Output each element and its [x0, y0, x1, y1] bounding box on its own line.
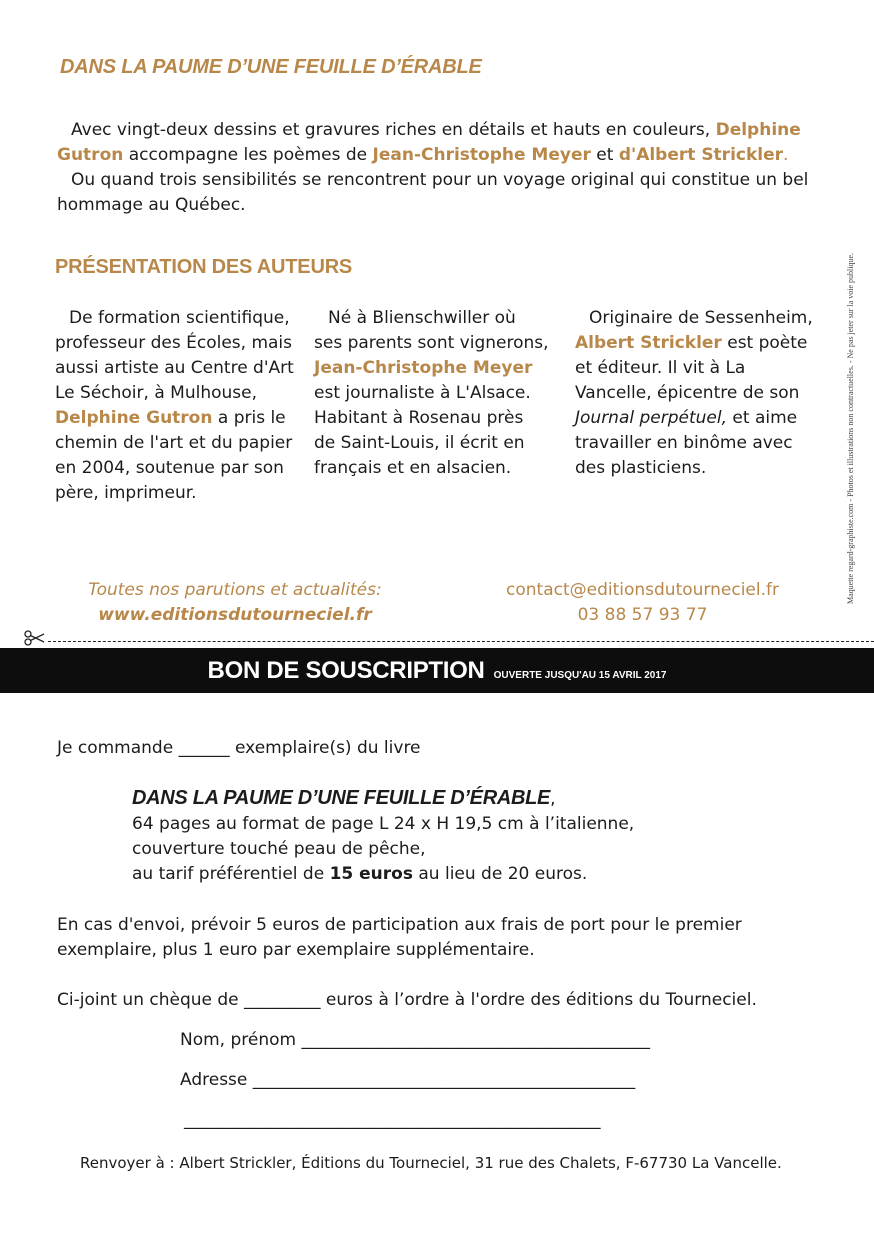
book-title-heading: DANS LA PAUME D’UNE FEUILLE D’ÉRABLE: [60, 56, 482, 78]
intro-text: [57, 118, 817, 218]
subscription-deadline: OUVERTE JUSQU'AU 15 AVRIL 2017: [493, 670, 667, 681]
address-field[interactable]: Adresse _____________________________________________: [180, 1070, 636, 1090]
col1-text-b: a pris le chemin de l'art et du papier en 2004, soutenue par son père, imprimeur.: [55, 408, 293, 503]
cut-line: [48, 641, 874, 642]
shipping-note: En cas d'envoi, prévoir 5 euros de participation aux frais de port pour le premier exemplaire, plus 1 euro par exemplaire supplémentaire.: [57, 915, 742, 960]
book-spec-block: [132, 786, 772, 887]
intro-p1-c: et: [596, 145, 614, 165]
email-link[interactable]: contact@editionsdutourneciel.fr: [506, 580, 779, 600]
col3-text-b: est poète et éditeur. Il vit à La Vancelle, épicentre de son: [575, 333, 808, 403]
name-field[interactable]: Nom, prénom _________________________________________: [180, 1030, 650, 1050]
form-book-title: DANS LA PAUME D’UNE FEUILLE D’ÉRABLE: [132, 787, 551, 809]
price-text-a: au tarif préférentiel de: [132, 864, 325, 884]
intro-p1-b: accompagne les poèmes de: [128, 145, 368, 165]
website-link[interactable]: www.editionsdutourneciel.fr: [98, 605, 372, 625]
scissors-icon: [24, 630, 46, 650]
address-field-line2[interactable]: _________________________________________________: [184, 1110, 601, 1130]
subscription-band: [0, 648, 874, 693]
contact-block: [490, 578, 795, 628]
price-text-b: au lieu de 20 euros.: [418, 864, 588, 884]
website-block: [60, 578, 410, 628]
phone-number: 03 88 57 93 77: [577, 605, 708, 625]
author-column-strickler: [575, 306, 825, 481]
col2-author-name: Jean-Christophe Meyer: [314, 358, 533, 378]
price-value: 15 euros: [329, 864, 413, 884]
author-column-meyer: [314, 306, 549, 481]
title-suffix: ,: [550, 789, 556, 809]
side-disclaimer: Maquette regard-graphiste.com - Photos et illustrations non contractuelles. - Ne pas jeter sur la voie publique.: [846, 252, 855, 604]
author-name-strickler: d'Albert Strickler: [618, 145, 784, 165]
author-column-gutron: [55, 306, 295, 506]
spec-price: [132, 862, 772, 887]
return-address: Renvoyer à : Albert Strickler, Éditions du Tourneciel, 31 rue des Chalets, F-67730 La Vancelle.: [80, 1154, 782, 1172]
spec-cover: couverture touché peau de pêche,: [132, 839, 426, 859]
col2-text-a: Né à Blienschwiller où ses parents sont vignerons,: [314, 308, 549, 353]
intro-p1-d: .: [783, 145, 789, 165]
col2-text-b: est journaliste à L'Alsace. Habitant à Rosenau près de Saint-Louis, il écrit en français et en alsacien.: [314, 383, 531, 478]
authors-heading: PRÉSENTATION DES AUTEURS: [55, 256, 353, 278]
col3-author-name: Albert Strickler: [575, 333, 722, 353]
col1-text-a: De formation scientifique, professeur des Écoles, mais aussi artiste au Centre d'Art Le Séchoir, à Mulhouse,: [55, 308, 294, 403]
subscription-title: BON DE SOUSCRIPTION: [207, 657, 485, 684]
author-name-meyer: Jean-Christophe Meyer: [372, 145, 591, 165]
cheque-line: Ci-joint un chèque de _________ euros à l’ordre à l'ordre des éditions du Tourneciel.: [57, 990, 757, 1010]
col3-text-a: Originaire de Sessenheim,: [589, 308, 813, 328]
intro-p2: Ou quand trois sensibilités se rencontrent pour un voyage original qui constitue un bel hommage au Québec.: [57, 170, 809, 215]
intro-p1-a: Avec vingt-deux dessins et gravures riches en détails et hauts en couleurs,: [71, 120, 711, 140]
publications-label: Toutes nos parutions et actualités:: [88, 580, 382, 600]
author-name-gutron: Delphine Gutron: [57, 120, 801, 165]
col1-author-name: Delphine Gutron: [55, 408, 213, 428]
spec-format: 64 pages au format de page L 24 x H 19,5 cm à l’italienne,: [132, 814, 635, 834]
col3-text-c: et aime travailler en binôme avec des plasticiens.: [575, 408, 798, 478]
col3-journal-title: Journal perpétuel,: [575, 408, 728, 428]
order-line: Je commande ______ exemplaire(s) du livre: [57, 738, 421, 758]
